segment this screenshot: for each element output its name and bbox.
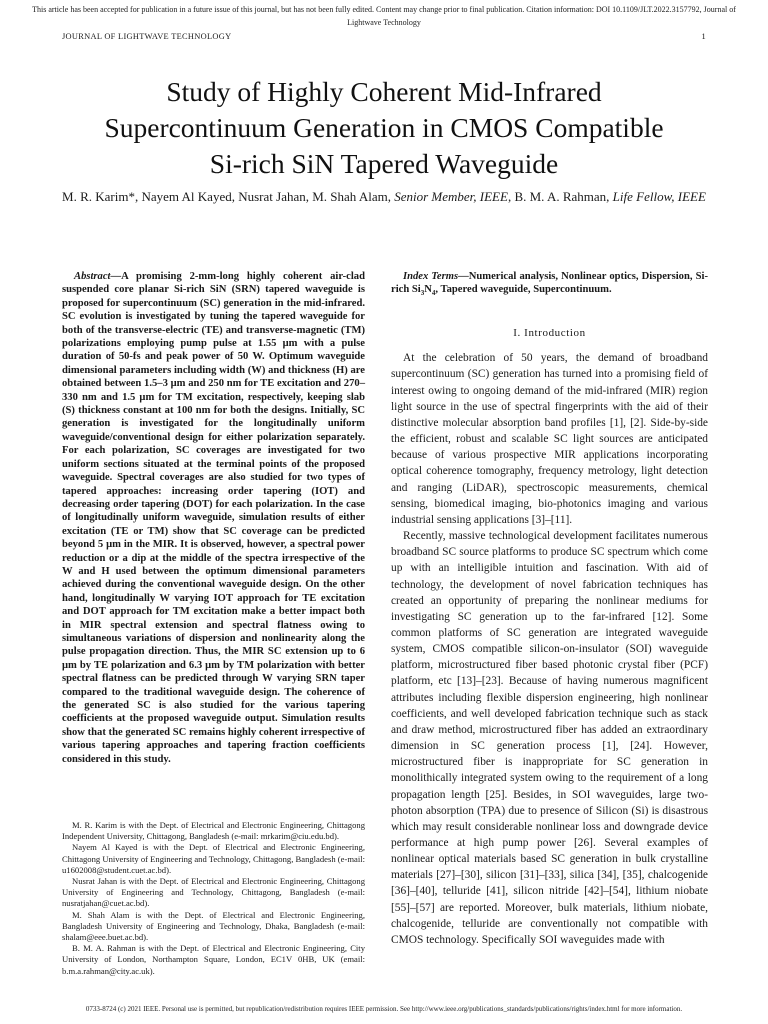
introduction-body — [391, 350, 708, 948]
abstract-text: —A promising 2-mm-long highly coherent air-clad suspended core planar Si-rich SiN (SRN) tapered waveguide is proposed for supercontinuum (SC) generation in the mid-infrared. SC evolution is investigated by tuning the tapered waveguide for both of the transverse-electric (TE) and transverse-magnetic (TM) polarizations employing pump pulse at 1.55 μm with a pulse duration of 50-fs and peak power of 50 W. Optimum waveguide dimensional parameters including width (W) and thickness (H) are obtained between 1.5–3 μm and 250 nm for TE excitation and 270–330 nm and 1.5 μm for TM excitation, respectively, keeping slab (S) thickness constant at 100 nm for both the designs. Initially, SC generation is investigated for the longitudinally uniform waveguide/conventional design for either polarization separately. For each polarization, SC coverages are investigated for two uniform sections situated at the terminal points of the proposed waveguide. Spectral coverages are also studied for two types of tapered approaches: increasing order tapering (IOT) and decreasing order tapering (DOT) for each polarization. In the case of longitudinally uniform waveguide, simulation results of either excitation (TE or TM) show that SC coverage can be predicted beyond 5 μm in the MIR. It is observed, however, a spectral power reduction or a dip at the middle of the spectra irrespective of the W and H used between the optimum dimensional parameters achieved during the conventional waveguide design. On the other hand, longitudinally W varying IOT approach for TE excitation and DOT approach for TM excitation make a better impact both in MIR spectral extension and spectral flatness owing to simultaneous variations of dispersion and nonlinearity along the pulse propagation direction. Thus, the MIR SC extension up to 6 μm by TE polarization and 6.3 μm by TM polarization with better spectral flatness can be predicted through W varying SRN taper compared to the traditional waveguide design. The coherence of the generated SC is also studied for the various tapering coefficients at the proposed waveguide output. Simulation results show that the generated SC remains highly coherent irrespective of various tapering approaches and tapering fraction coefficients considered in this study. — [62, 271, 365, 765]
subscript: 4 — [431, 289, 436, 298]
index-terms — [391, 270, 708, 301]
author-affiliations — [62, 820, 365, 977]
affiliation-note: M. Shah Alam is with the Dept. of Electrical and Electronic Engineering, Bangladesh University of Engineering and Technology, Dhaka, Bangladesh (e-mail: shalam@eee.buet.ac.bd). — [62, 909, 365, 943]
abstract — [62, 270, 365, 766]
title-line: Study of Highly Coherent Mid-Infrared — [166, 76, 602, 107]
author-role: Life Fellow, IEEE — [612, 189, 706, 204]
paper-title — [50, 74, 718, 182]
affiliation-note: Nayem Al Kayed is with the Dept. of Electrical and Electronic Engineering, Chittagong University of Engineering and Technology, Chittagong, Bangladesh (e-mail: u1602008@student.cuet.ac.bd). — [62, 842, 365, 875]
index-terms-label: Index Terms — [403, 271, 459, 282]
title-line: Supercontinuum Generation in CMOS Compatible — [104, 112, 664, 143]
copyright-notice: 0733-8724 (c) 2021 IEEE. Personal use is permitted, but republication/redistribution requires IEEE permission. See http://www.ieee.org/publications_standards/publications/rights/index.html for more information. — [85, 1005, 683, 1013]
left-column — [62, 270, 365, 766]
affiliation-note: M. R. Karim is with the Dept. of Electrical and Electronic Engineering, Chittagong Independent University, Chittagong, Bangladesh (e-mail: mrkarim@ciu.edu.bd). — [62, 820, 365, 842]
affiliation-note: Nusrat Jahan is with the Dept. of Electrical and Electronic Engineering, Chittagong University of Engineering and Technology, Chittagong, Bangladesh (e-mail: nusratjahan@cuet.ac.bd). — [62, 876, 365, 909]
author-list — [60, 187, 708, 206]
author-role: Senior Member, IEEE — [394, 189, 508, 204]
running-head — [62, 32, 706, 41]
author-names: , B. M. A. Rahman, — [507, 189, 610, 204]
index-terms-text: , Tapered waveguide, Supercontinuum. — [435, 284, 612, 296]
right-column — [391, 270, 708, 948]
paragraph: Recently, massive technological development facilitates numerous broadband SC source platforms to produce SC spectrum which come up with an intelligible intuition and fascination. With aid of technology, the development of novel fabrication techniques has created an opportunity of preparing the nonlinear mediums for investigating SC generation up to the far-infrared [12]. Some common platforms of SC generation are integrated waveguide system, CMOS compatible silicon-on-insulator (SOI) waveguide platform, microstructured fiber based photonic crystal fiber (PCF) platform, etc [13]–[23]. Because of having numerous magnificent attributes including flexible dispersion engineering, high nonlinear coefficients, and well developed fabrication technique such as stack and draw method, microstructured fiber has added an extraordinary dimension in SC generation process [1], [24]. However, microstructured fiber is inappropriate for SC generation in monolithically integrated system owing to the requirement of a long propagation length [25]. Besides, in SOI waveguides, large two-photon absorption (TPA) due to presence of Silicon (Si) is disastrous which may result considerable nonlinear loss and downgrade device performance at high pump power [26]. Several examples of nonlinear optical materials based SC generation in bulk crystalline materials [27]–[30], silicon [31]–[33], silica [34], [35], chalcogenide [36]–[40], telluride [41], silicon nitride [42]–[54], lithium niobate [55]–[57] are reported. Moreover, bulk materials, lithium niobate, chalcogenide, telluride are conventionally not compatible with CMOS technology. Specifically SOI waveguides made with — [391, 530, 708, 946]
index-terms-text: —Numerical analysis, Nonlinear optics, Dispersion, Si-rich Si — [391, 271, 708, 296]
author-names: M. R. Karim*, Nayem Al Kayed, Nusrat Jahan, M. Shah Alam, — [62, 189, 391, 204]
acceptance-notice: This article has been accepted for publication in a future issue of this journal, but has not been fully edited. Content may change prior to final publication. Citation information: DOI 10.1109/JLT.2022.3157792, Journal of Lightwave Technology — [32, 5, 736, 27]
abstract-label: Abstract — [74, 271, 111, 282]
page-number: 1 — [701, 32, 706, 41]
index-terms-text: N — [424, 284, 432, 296]
paragraph: At the celebration of 50 years, the demand of broadband supercontinuum (SC) generation has turned into a promising field of interest owing to ongoing demand of the mid-infrared (MIR) region light source in the use of spectral fingerprints with the aid of their distinctive molecular absorption band profiles [1], [2]. Side-by-side the efficient, robust and scalable SC light sources are anticipated because of various prospective MIR applications incorporating optical coherence tomography, frequency metrology, light detection and ranging (LiDAR), spectroscopic measurements, chemical sensing, biomedical imaging, bio-photonics imaging and various industrial sensing applications [3]–[11]. — [391, 352, 708, 526]
affiliation-note: B. M. A. Rahman is with the Dept. of Electrical and Electronic Engineering, City University of London, Northampton Square, London, EC1V 0HB, UK (email: b.m.a.rahman@city.ac.uk). — [62, 943, 365, 976]
section-heading: I. Introduction — [513, 326, 586, 339]
subscript: 3 — [420, 289, 425, 298]
title-line: Si-rich SiN Tapered Waveguide — [209, 148, 559, 179]
journal-name: JOURNAL OF LIGHTWAVE TECHNOLOGY — [62, 32, 232, 41]
